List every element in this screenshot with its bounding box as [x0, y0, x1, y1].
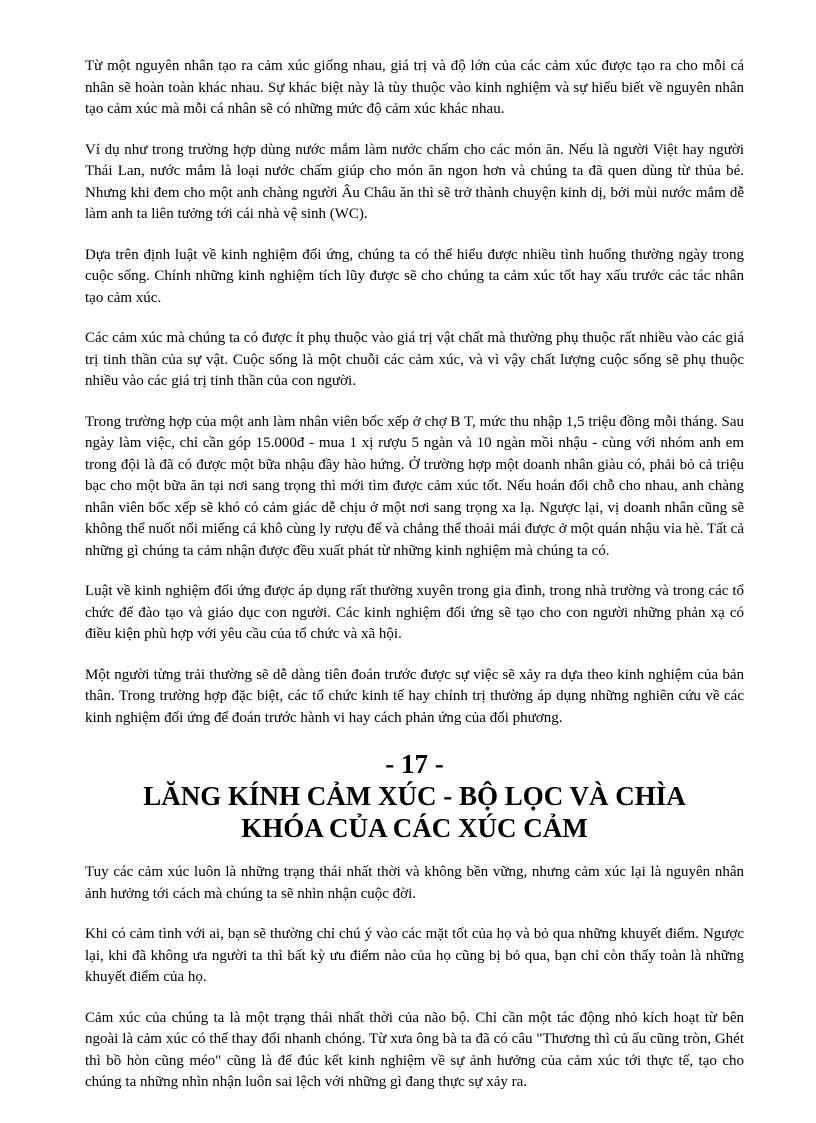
chapter-heading — [85, 748, 744, 844]
paragraph: Tuy các cảm xúc luôn là những trạng thái nhất thời và không bền vững, nhưng cảm xúc lại là nguyên nhân ảnh hưởng tới cách mà chúng ta sẽ nhìn nhận cuộc đời. — [85, 864, 744, 902]
paragraph: Ví dụ như trong trường hợp dùng nước mắm làm nước chấm cho các món ăn. Nếu là người Việt hay người Thái Lan, nước mắm là loại nước chấm giúp cho món ăn ngon hơn và chúng ta đã quen dùng từ thủa bé. Nhưng khi đem cho một anh chàng người Âu Châu ăn thì sẽ trở thành chuyện kinh dị, bởi mùi nước mắm dễ làm anh ta liên tưởng tới cái nhà vệ sinh (WC). — [85, 141, 744, 222]
chapter-number: - 17 - — [385, 749, 444, 779]
chapter-title: LĂNG KÍNH CẢM XÚC - BỘ LỌC VÀ CHÌA KHÓA CỦA CÁC XÚC CẢM — [143, 781, 686, 843]
paragraph: Luật về kinh nghiệm đối ứng được áp dụng rất thường xuyên trong gia đình, trong nhà trường và trong các tổ chức để đào tạo và giáo dục con người. Các kinh nghiệm đối ứng sẽ tạo cho con người những phản xạ có điều kiện phù hợp với yêu cầu của tổ chức và xã hội. — [85, 583, 744, 642]
paragraph: Trong trường hợp của một anh làm nhân viên bốc xếp ở chợ B T, mức thu nhập 1,5 triệu đồng mỗi tháng. Sau ngày làm việc, chỉ cần góp 15.000đ - mua 1 xị rượu 5 ngàn và 10 ngàn mồi nhậu - cùng với nhóm anh em trong đội là đã có được một bữa nhậu đầy hào hứng. Ở trường hợp một doanh nhân giàu có, phải bỏ cả triệu bạc cho một bữa ăn tại nơi sang trọng thì mới tìm được cảm xúc tốt. Nếu hoán đổi chỗ cho nhau, anh chàng nhân viên bốc xếp sẽ khó có cảm giác dễ chịu ở một nơi sang trọng xa lạ. Ngược lại, vị doanh nhân cũng sẽ không thể nuốt nổi miếng cá khô cùng ly rượu đế và chẳng thể thoải mái được ở một quán nhậu vỉa hè. Tất cả những gì chúng ta cảm nhận được đều xuất phát từ những kinh nghiệm mà chúng ta có. — [85, 413, 744, 559]
paragraph: Khi có cảm tình với ai, bạn sẽ thường chỉ chú ý vào các mặt tốt của họ và bỏ qua những khuyết điểm. Ngược lại, khi đã không ưa người ta thì bất kỳ ưu điểm nào của họ cũng bị bỏ qua, bạn chỉ còn thấy toàn là những khuyết điểm của họ. — [85, 926, 744, 985]
paragraph: Các cảm xúc mà chúng ta có được ít phụ thuộc vào giá trị vật chất mà thường phụ thuộc rất nhiều vào các giá trị tinh thần của sự vật. Cuộc sống là một chuỗi các cảm xúc, và vì vậy chất lượng cuộc sống sẽ phụ thuộc nhiều vào các giá trị tinh thần của con người. — [85, 330, 744, 389]
paragraph: Dựa trên định luật về kinh nghiệm đối ứng, chúng ta có thể hiểu được nhiều tình huống thường ngày trong cuộc sống. Chính những kinh nghiệm tích lũy được sẽ cho chúng ta cảm xúc tốt hay xấu trước các tác nhân tạo cảm xúc. — [85, 246, 744, 306]
paragraph: Cảm xúc của chúng ta là một trạng thái nhất thời của não bộ. Chỉ cần một tác động nhỏ kích hoạt từ bên ngoài là cảm xúc có thể thay đổi nhanh chóng. Từ xưa ông bà ta đã có câu "Thương thì củ ấu cũng tròn, Ghét thì bồ hòn cũng méo" cũng là để đúc kết kinh nghiệm về sự ảnh hưởng của cảm xúc tới thực tế, tạo cho chúng ta những nhìn nhận luôn sai lệch với những gì đang thực sự xảy ra. — [85, 1009, 744, 1090]
paragraph: Một người từng trải thường sẽ dễ dàng tiên đoán trước được sự việc sẽ xảy ra dựa theo kinh nghiệm của bản thân. Trong trường hợp đặc biệt, các tổ chức kinh tế hay chính trị thường áp dụng những nghiên cứu về các kinh nghiệm đối ứng để đoán trước hành vi hay cách phản ứng của đối phương. — [85, 666, 744, 726]
paragraph: Từ một nguyên nhân tạo ra cảm xúc giống nhau, giá trị và độ lớn của các cảm xúc được tạo ra cho mỗi cá nhân sẽ hoàn toàn khác nhau. Sự khác biệt này là tùy thuộc vào kinh nghiệm và sự hiểu biết về nguyên nhân tạo cảm xúc mà mỗi cá nhân sẽ có những mức độ cảm xúc khác nhau. — [85, 58, 744, 117]
